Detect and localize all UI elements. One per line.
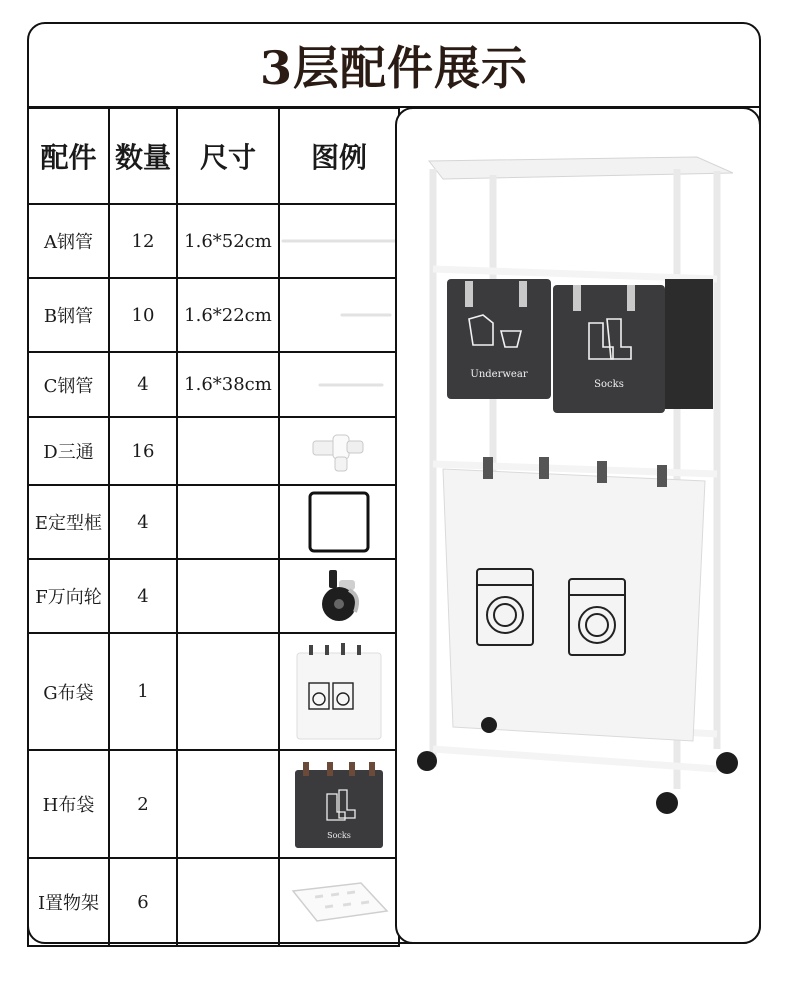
- parts-table: [27, 107, 400, 947]
- part-name: F万向轮: [28, 559, 109, 633]
- header-part: 配件: [28, 108, 109, 204]
- part-qty: 4: [109, 352, 177, 417]
- part-qty: 4: [109, 485, 177, 559]
- table-row: [28, 750, 399, 858]
- part-size: [177, 559, 279, 633]
- header-qty: 数量: [109, 108, 177, 204]
- laundry-bag-large: [443, 469, 705, 741]
- long-tube-icon: [280, 236, 398, 246]
- part-qty: 4: [109, 559, 177, 633]
- part-name: A钢管: [28, 204, 109, 278]
- medium-tube-icon: [280, 380, 398, 390]
- table-row: [28, 633, 399, 750]
- part-size: [177, 858, 279, 946]
- large-bag-icon: [280, 639, 398, 745]
- part-size: [177, 750, 279, 858]
- part-name: B钢管: [28, 278, 109, 352]
- part-name: I置物架: [28, 858, 109, 946]
- shelf-panel-icon: [280, 877, 398, 927]
- part-name: C钢管: [28, 352, 109, 417]
- table-row: [28, 485, 399, 559]
- frame-icon: [280, 490, 398, 554]
- socks-bag: [553, 285, 665, 413]
- table-row: [28, 417, 399, 485]
- part-name: E定型框: [28, 485, 109, 559]
- header-size: 尺寸: [177, 108, 279, 204]
- part-size: [177, 633, 279, 750]
- underwear-bag: [447, 279, 551, 399]
- caster-wheel-icon: [280, 566, 398, 626]
- table-row: [28, 858, 399, 946]
- part-qty: 2: [109, 750, 177, 858]
- underwear-bag-label: Underwear: [470, 369, 528, 380]
- small-bag-label: Socks: [327, 831, 351, 840]
- part-size: [177, 485, 279, 559]
- page-title: 3层配件展示: [259, 41, 528, 95]
- table-row: [28, 204, 399, 278]
- part-qty: 12: [109, 204, 177, 278]
- socks-bag-label: Socks: [594, 379, 624, 390]
- part-size: 1.6*22cm: [177, 278, 279, 352]
- top-shelf: [429, 157, 733, 179]
- product-image-panel: [395, 107, 761, 944]
- part-name: D三通: [28, 417, 109, 485]
- part-name: G布袋: [28, 633, 109, 750]
- header-legend: 图例: [279, 108, 399, 204]
- table-row: [28, 559, 399, 633]
- small-bag-icon: [280, 756, 398, 852]
- part-size: 1.6*52cm: [177, 204, 279, 278]
- table-row: [28, 278, 399, 352]
- table-row: [28, 352, 399, 417]
- tee-connector-icon: [280, 429, 398, 473]
- part-qty: 10: [109, 278, 177, 352]
- table-header-row: [28, 108, 399, 204]
- part-qty: 16: [109, 417, 177, 485]
- part-qty: 1: [109, 633, 177, 750]
- laundry-rack-illustration: [397, 109, 759, 942]
- part-name: H布袋: [28, 750, 109, 858]
- part-size: 1.6*38cm: [177, 352, 279, 417]
- short-tube-icon: [280, 310, 398, 320]
- part-qty: 6: [109, 858, 177, 946]
- part-size: [177, 417, 279, 485]
